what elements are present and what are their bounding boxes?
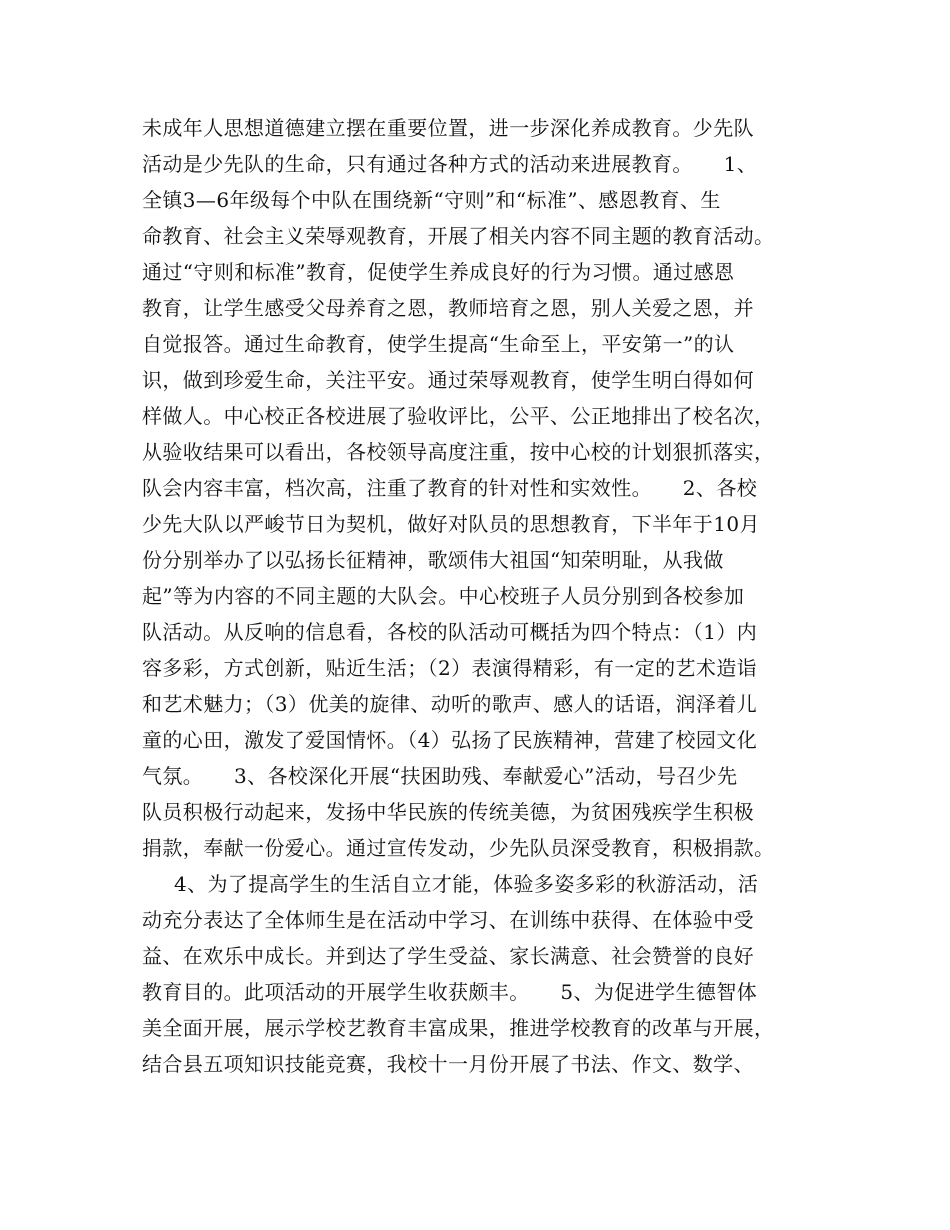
body-text bbox=[142, 110, 842, 1082]
text-line: 全镇3—6年级每个中队在围绕新“守则”和“标准”、感恩教育、生 bbox=[142, 188, 721, 212]
text-line: 教育，让学生感受父母养育之恩，教师培育之恩，别人关爱之恩，并 bbox=[142, 296, 754, 320]
text-line: 益、在欢乐中成长。并到达了学生受益、家长满意、社会赞誉的良好 bbox=[142, 944, 754, 968]
text-line: 份分别举办了以弘扬长征精神，歌颂伟大祖国“知荣明耻，从我做 bbox=[142, 548, 724, 572]
text-line: 气氛。 3、各校深化开展“扶困助残、奉献爱心”活动，号召少先 bbox=[142, 764, 738, 788]
text-line: 和艺术魅力；（3）优美的旋律、动听的歌声、感人的话语，润泽着儿 bbox=[142, 692, 758, 716]
text-line: 容多彩，方式创新，贴近生活；（2）表演得精彩，有一定的艺术造诣 bbox=[142, 656, 758, 680]
text-line: 捐款，奉献一份爱心。通过宣传发动，少先队员深受教育，积极捐款。 bbox=[142, 836, 775, 860]
text-line: 未成年人思想道德建立摆在重要位置，进一步深化养成教育。少先队 bbox=[142, 116, 754, 140]
text-line: 通过“守则和标准”教育，促使学生养成良好的行为习惯。通过感恩 bbox=[142, 260, 735, 284]
text-line: 从验收结果可以看出，各校领导高度注重，按中心校的计划狠抓落实， bbox=[142, 440, 775, 464]
text-line: 自觉报答。通过生命教育，使学生提高“生命至上，平安第一”的认 bbox=[142, 332, 735, 356]
text-line: 命教育、社会主义荣辱观教育，开展了相关内容不同主题的教育活动。 bbox=[142, 224, 775, 248]
text-line: 识，做到珍爱生命，关注平安。通过荣辱观教育，使学生明白得如何 bbox=[142, 368, 754, 392]
text-line: 4、为了提高学生的生活自立才能，体验多姿多彩的秋游活动，活 bbox=[174, 872, 759, 896]
text-line: 队会内容丰富，档次高，注重了教育的针对性和实效性。 2、各校 bbox=[142, 476, 758, 500]
text-line: 教育目的。此项活动的开展学生收获颇丰。 5、为促进学生德智体 bbox=[142, 980, 758, 1004]
text-line: 队员积极行动起来，发扬中华民族的传统美德，为贫困残疾学生积极 bbox=[142, 800, 754, 824]
text-line: 结合县五项知识技能竞赛，我校十一月份开展了书法、作文、数学、 bbox=[142, 1052, 754, 1076]
text-line: 动充分表达了全体师生是在活动中学习、在训练中获得、在体验中受 bbox=[142, 908, 754, 932]
text-line: 少先大队以严峻节日为契机，做好对队员的思想教育，下半年于10月 bbox=[142, 512, 760, 536]
text-line: 起”等为内容的不同主题的大队会。中心校班子人员分别到各校参加 bbox=[142, 584, 745, 608]
text-line: 美全面开展，展示学校艺教育丰富成果，推进学校教育的改革与开展， bbox=[142, 1016, 775, 1040]
text-line: 队活动。从反响的信息看，各校的队活动可概括为四个特点：（1）内 bbox=[142, 620, 758, 644]
text-line: 童的心田，激发了爱国情怀。（4）弘扬了民族精神，营建了校园文化 bbox=[142, 728, 758, 752]
text-line: 活动是少先队的生命，只有通过各种方式的活动来进展教育。 1、 bbox=[142, 152, 758, 176]
text-line: 样做人。中心校正各校进展了验收评比，公平、公正地排出了校名次， bbox=[142, 404, 775, 428]
